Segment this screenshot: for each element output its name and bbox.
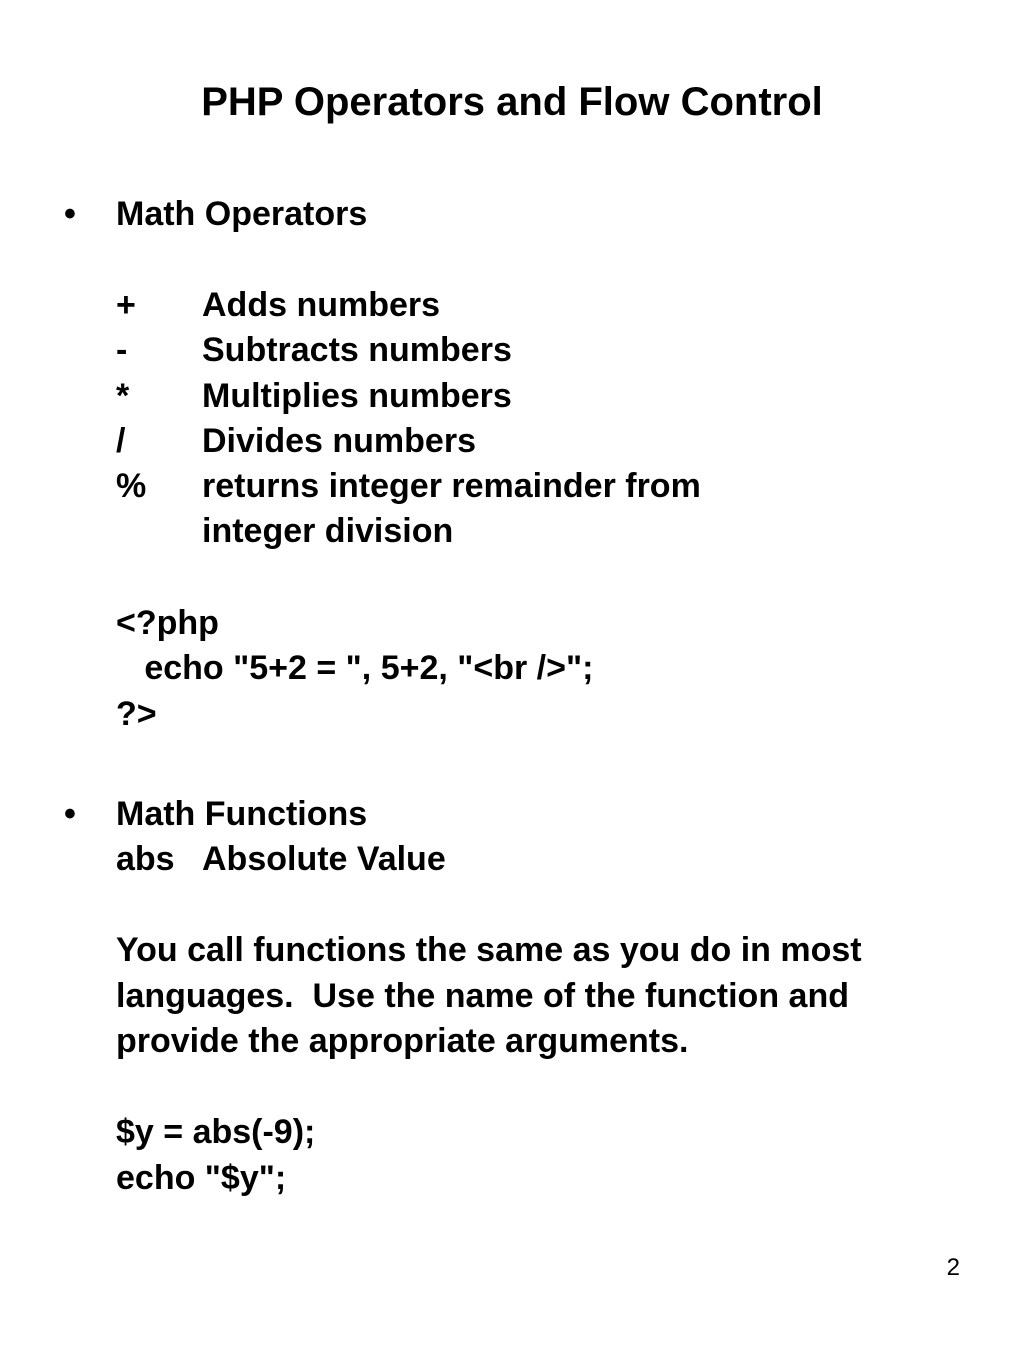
operator-symbol: +	[116, 286, 136, 324]
math-operators-heading: Math Operators	[116, 195, 368, 233]
function-name: abs	[116, 840, 175, 878]
operator-description: Subtracts numbers	[202, 331, 512, 369]
bullet-icon: •	[64, 795, 76, 833]
bullet-icon: •	[64, 195, 76, 233]
operator-symbol: -	[116, 331, 128, 369]
operator-symbol: %	[116, 467, 147, 505]
operator-symbol: /	[116, 422, 126, 460]
function-description: Absolute Value	[202, 840, 446, 878]
paragraph-line: languages. Use the name of the function and	[116, 977, 849, 1015]
code-line: ?>	[116, 695, 157, 733]
paragraph-line: You call functions the same as you do in most	[116, 931, 862, 969]
code-line: echo "$y";	[116, 1159, 287, 1197]
operator-description-continuation: integer division	[202, 512, 454, 550]
paragraph-line: provide the appropriate arguments.	[116, 1022, 689, 1060]
operator-description: Multiplies numbers	[202, 377, 512, 415]
operator-description: Divides numbers	[202, 422, 476, 460]
operator-symbol: *	[116, 377, 130, 415]
operator-description: returns integer remainder from	[202, 467, 701, 505]
operator-description: Adds numbers	[202, 286, 441, 324]
math-functions-heading: Math Functions	[116, 795, 368, 833]
page-number: 2	[946, 1254, 960, 1281]
code-line: $y = abs(-9);	[116, 1113, 316, 1151]
slide-title: PHP Operators and Flow Control	[201, 80, 823, 124]
code-line: <?php	[116, 604, 219, 642]
code-line: echo "5+2 = ", 5+2, "<br />";	[116, 649, 594, 687]
